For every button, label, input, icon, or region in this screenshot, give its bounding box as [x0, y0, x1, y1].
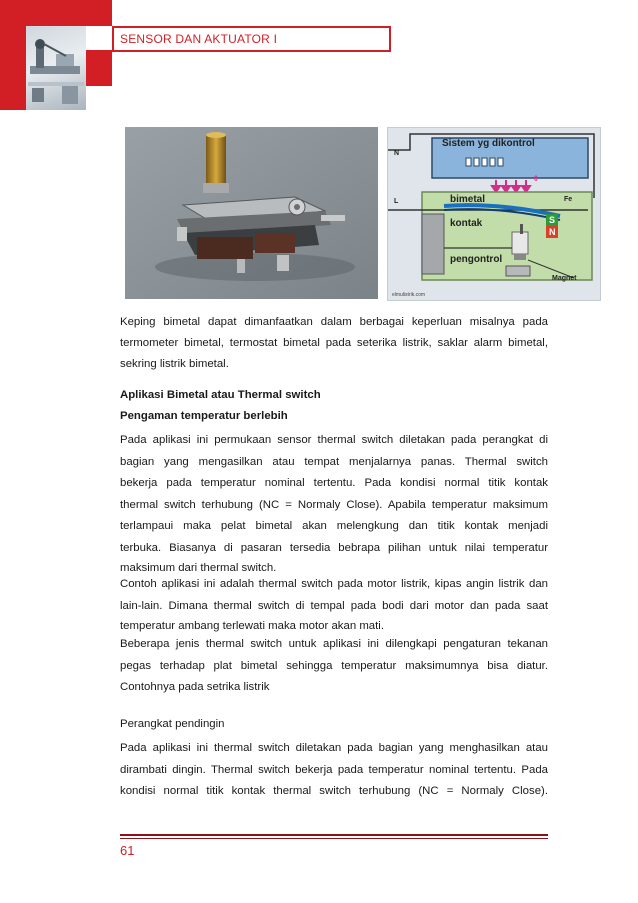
section-subheading-cooling	[120, 718, 548, 730]
text-line: Contohnya pada setrika listrik	[120, 681, 270, 693]
diagram-label-pengontrol: pengontrol	[450, 254, 503, 265]
text-line: bagian yang mengasilkan atau tempat menjalarnya panas. Thermal switch	[120, 455, 548, 468]
footer-rule	[120, 834, 548, 836]
paragraph-adjustable	[120, 634, 548, 699]
paragraph-overheat	[120, 430, 548, 577]
section-heading-text: Aplikasi Bimetal atau Thermal switch	[120, 389, 321, 401]
text-line: Contoh aplikasi ini adalah thermal switch pada motor listrik, kipas angin listrik dan	[120, 578, 548, 590]
page-number: 61	[120, 843, 135, 858]
text-line: Beberapa jenis thermal switch untuk aplikasi ini dilengkapi pengaturan tekanan	[120, 638, 548, 650]
paragraph-example	[120, 574, 548, 635]
text-line: sekring listrik bimetal.	[120, 358, 229, 370]
header-title-box	[112, 26, 391, 52]
text-line: Pada aplikasi ini thermal switch diletakan pada bagian yang menghasilkan atau	[120, 742, 548, 754]
diagram-label-magnet: Magnet	[552, 275, 577, 282]
text-line: Keping bimetal dapat dimanfaatkan dalam berbagai keperluan misalnya pada	[120, 316, 548, 328]
text-line: termometer bimetal, termostat bimetal pada seterika listrik, saklar alarm bimetal,	[120, 337, 548, 349]
text-line: thermal switch terhubung (NC = Normaly Close). Apabila temperatur maksimum	[120, 498, 548, 511]
diagram-label-controlled-system: Sistem yg dikontrol	[442, 138, 535, 149]
section-heading	[120, 389, 548, 401]
text-line: terlampaui maka pelat bimetal akan melengkung dan titik kontak menjadi	[120, 520, 548, 532]
section-subheading-text: Pengaman temperatur berlebih	[120, 410, 288, 422]
text-line: maksimum dari thermal switch.	[120, 562, 277, 574]
footer-rule-thin	[120, 838, 548, 839]
text-line: temperatur ambang terlewati maka motor akan mati.	[120, 620, 384, 632]
text-line: kondisi normal titik kontak thermal switch terhubung (NC = Normaly Close).	[120, 785, 548, 797]
diagram-label-bimetal: bimetal	[450, 194, 486, 205]
header-red-block	[0, 0, 112, 26]
paragraph-cooling	[120, 738, 548, 803]
diagram-label-l: L	[394, 198, 399, 205]
diagram-label-kontak: kontak	[450, 218, 483, 229]
diagram-label-fe: Fe	[564, 196, 573, 203]
header-red-block	[86, 50, 112, 86]
header-thumbnail-image	[26, 26, 86, 110]
subheading-cooling-text: Perangkat pendingin	[120, 718, 225, 730]
text-line: dirambati dingin. Thermal switch bekerja pada temperatur nominal tertentu. Pada	[120, 763, 548, 776]
intro-paragraph	[120, 312, 548, 375]
diagram-watermark: elmulistrik.com	[392, 292, 426, 298]
bimetal-switch-diagram	[387, 127, 601, 301]
text-line: lain-lain. Dimana thermal switch di tempal pada bodi dari motor dan pada saat	[120, 599, 548, 612]
text-line: Pada aplikasi ini permukaan sensor thermal switch diletakan pada perangkat di	[120, 434, 548, 446]
text-line: terbuka. Biasanya di pasaran tersedia bebrapa pilihan untuk nilai temperatur	[120, 541, 548, 554]
header-red-block	[0, 26, 26, 86]
diagram-label-s: S	[549, 215, 556, 225]
text-line: bekerja pada temperatur nominal tertentu. Pada kondisi normal titik kontak	[120, 477, 548, 489]
header-red-block	[0, 86, 26, 110]
text-line: pegas terhadap plat bimetal sehingga temperatur maksimumnya bisa diatur.	[120, 659, 548, 672]
thermostat-photo	[125, 127, 378, 299]
header-title: SENSOR DAN AKTUATOR I	[120, 32, 278, 46]
diagram-label-theta: θ	[534, 176, 538, 183]
diagram-label-n: N	[394, 150, 400, 157]
section-subheading	[120, 410, 548, 422]
diagram-label-n-pole: N	[549, 227, 556, 237]
